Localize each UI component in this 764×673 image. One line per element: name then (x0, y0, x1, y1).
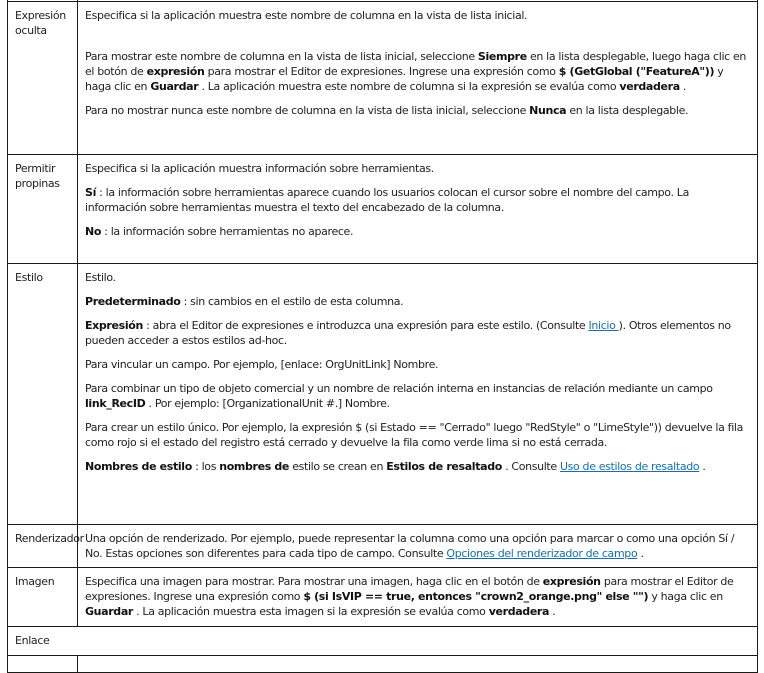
property-name: Renderizador (8, 525, 78, 568)
paragraph (85, 294, 750, 309)
paragraph (85, 459, 750, 474)
bold-text: Guardar (150, 80, 199, 93)
table-row-style (8, 264, 758, 525)
bold-text: $ (GetGlobal ("FeatureA")) (558, 65, 715, 78)
text: . (637, 547, 644, 560)
paragraph (85, 185, 750, 215)
text: ). Otros elementos no pueden acceder a estos estilos ad-hoc. (85, 319, 731, 347)
link-highlight-styles[interactable]: Uso de estilos de resaltado (559, 460, 700, 473)
bold-text: Predeterminado (85, 295, 181, 308)
property-name: Imagen (8, 568, 78, 627)
text: Una opción de renderizado. Por ejemplo, puede representar la columna como una opción para marcar o como una opción Sí / No. Estas opciones son diferentes para cada tipo de campo. Consulte (85, 532, 735, 560)
text: Para combinar un tipo de objeto comercial y un nombre de relación interna en instancias de relación mediante un campo (85, 382, 713, 395)
property-description (78, 155, 758, 264)
text: para mostrar el Editor de expresiones. Ingrese una expresión como (204, 65, 559, 78)
text: estilo se crean en (289, 460, 387, 473)
bold-text: Nombres de estilo (85, 460, 192, 473)
paragraph (85, 381, 750, 411)
bold-text: No (85, 225, 102, 238)
text: . La aplicación muestra este nombre de columna si la expresión se evalúa como (198, 80, 620, 93)
bold-text: Expresión (85, 319, 143, 332)
property-name: Permitir propinas (8, 155, 78, 264)
bold-text: expresión (146, 65, 205, 78)
bold-text: Nunca (529, 104, 567, 117)
text: : la información sobre herramientas no aparece. (101, 225, 354, 238)
text: Para no mostrar nunca este nombre de columna en la vista de lista inicial, seleccione (85, 104, 530, 117)
property-description (78, 525, 758, 568)
text: Especifica una imagen para mostrar. Para mostrar una imagen, haga clic en el botón de (85, 575, 543, 588)
paragraph: Para crear un estilo único. Por ejemplo, la expresión $ (si Estado == "Cerrado" luego "RedStyle" o "LimeStyle")) devuelve la fila como rojo si el estado del registro está cerrado y devuelve la fila como verde lima si no está cerrada. (85, 421, 743, 449)
paragraph (85, 224, 750, 239)
property-name-cell (8, 656, 78, 673)
bold-text: verdadera (488, 605, 550, 618)
link-field-renderer-options[interactable]: Opciones del renderizador de campo (446, 547, 638, 560)
table-row-link-section (8, 627, 758, 656)
text: : abra el Editor de expresiones e introduzca una expresión para este estilo. (Consulte (142, 319, 589, 332)
bold-text: link_RecID (85, 397, 146, 410)
paragraph (85, 318, 750, 348)
table-row-hidden-expression (8, 2, 758, 155)
property-description-cell (78, 656, 758, 673)
text: . Por ejemplo: [OrganizationalUnit #.] Nombre. (145, 397, 390, 410)
table-row-image (8, 568, 758, 627)
bold-text: Guardar (85, 605, 133, 618)
text: Para mostrar este nombre de columna en la vista de lista inicial, seleccione (85, 50, 478, 63)
text: en la lista desplegable, luego haga clic en el botón de (85, 50, 747, 78)
property-name: Estilo (8, 264, 78, 525)
text: . (699, 460, 706, 473)
table-row-allow-tips (8, 155, 758, 264)
property-name: Expresión oculta (8, 2, 78, 155)
bold-text: nombres de (219, 460, 290, 473)
text: y haga clic en (648, 590, 723, 603)
table-row-renderer (8, 525, 758, 568)
paragraph (85, 531, 750, 561)
text: . Consulte (501, 460, 560, 473)
paragraph: Especifica si la aplicación muestra información sobre herramientas. (85, 162, 434, 175)
bold-text: Sí (85, 186, 96, 199)
text: . (549, 605, 556, 618)
text: : sin cambios en el estilo de esta columna. (180, 295, 404, 308)
paragraph: Para vincular un campo. Por ejemplo, [enlace: OrgUnitLink] Nombre. (85, 358, 439, 371)
property-description (78, 264, 758, 525)
bold-text: Estilos de resaltado (386, 460, 502, 473)
paragraph (85, 103, 750, 118)
text: . (679, 80, 687, 93)
text: para mostrar el Editor de expresiones. Ingrese una expresión como (85, 575, 734, 603)
text: en la lista desplegable. (566, 104, 689, 117)
text: : los (191, 460, 220, 473)
bold-text: expresión (542, 575, 601, 588)
text: : la información sobre herramientas aparece cuando los usuarios colocan el cursor sobre el nombre del campo. La información sobre herramientas muestra el texto del encabezado de la columna. (85, 186, 689, 214)
paragraph: Especifica si la aplicación muestra este nombre de columna en la vista de lista inicial. (85, 9, 528, 22)
properties-table (7, 0, 758, 673)
paragraph (85, 49, 750, 94)
section-heading: Enlace (8, 627, 758, 656)
bold-text: verdadera (619, 80, 680, 93)
link-inicio[interactable]: Inicio (588, 319, 619, 332)
table-row-next (8, 656, 758, 673)
paragraph: Estilo. (85, 271, 116, 284)
bold-text: $ (si IsVIP == true, entonces "crown2_orange.png" else "") (303, 590, 649, 603)
property-description (78, 568, 758, 627)
text: y haga clic en (85, 65, 724, 93)
paragraph (85, 574, 750, 619)
property-description (78, 2, 758, 155)
text: . La aplicación muestra esta imagen si la expresión se evalúa como (132, 605, 489, 618)
bold-text: Siempre (477, 50, 527, 63)
